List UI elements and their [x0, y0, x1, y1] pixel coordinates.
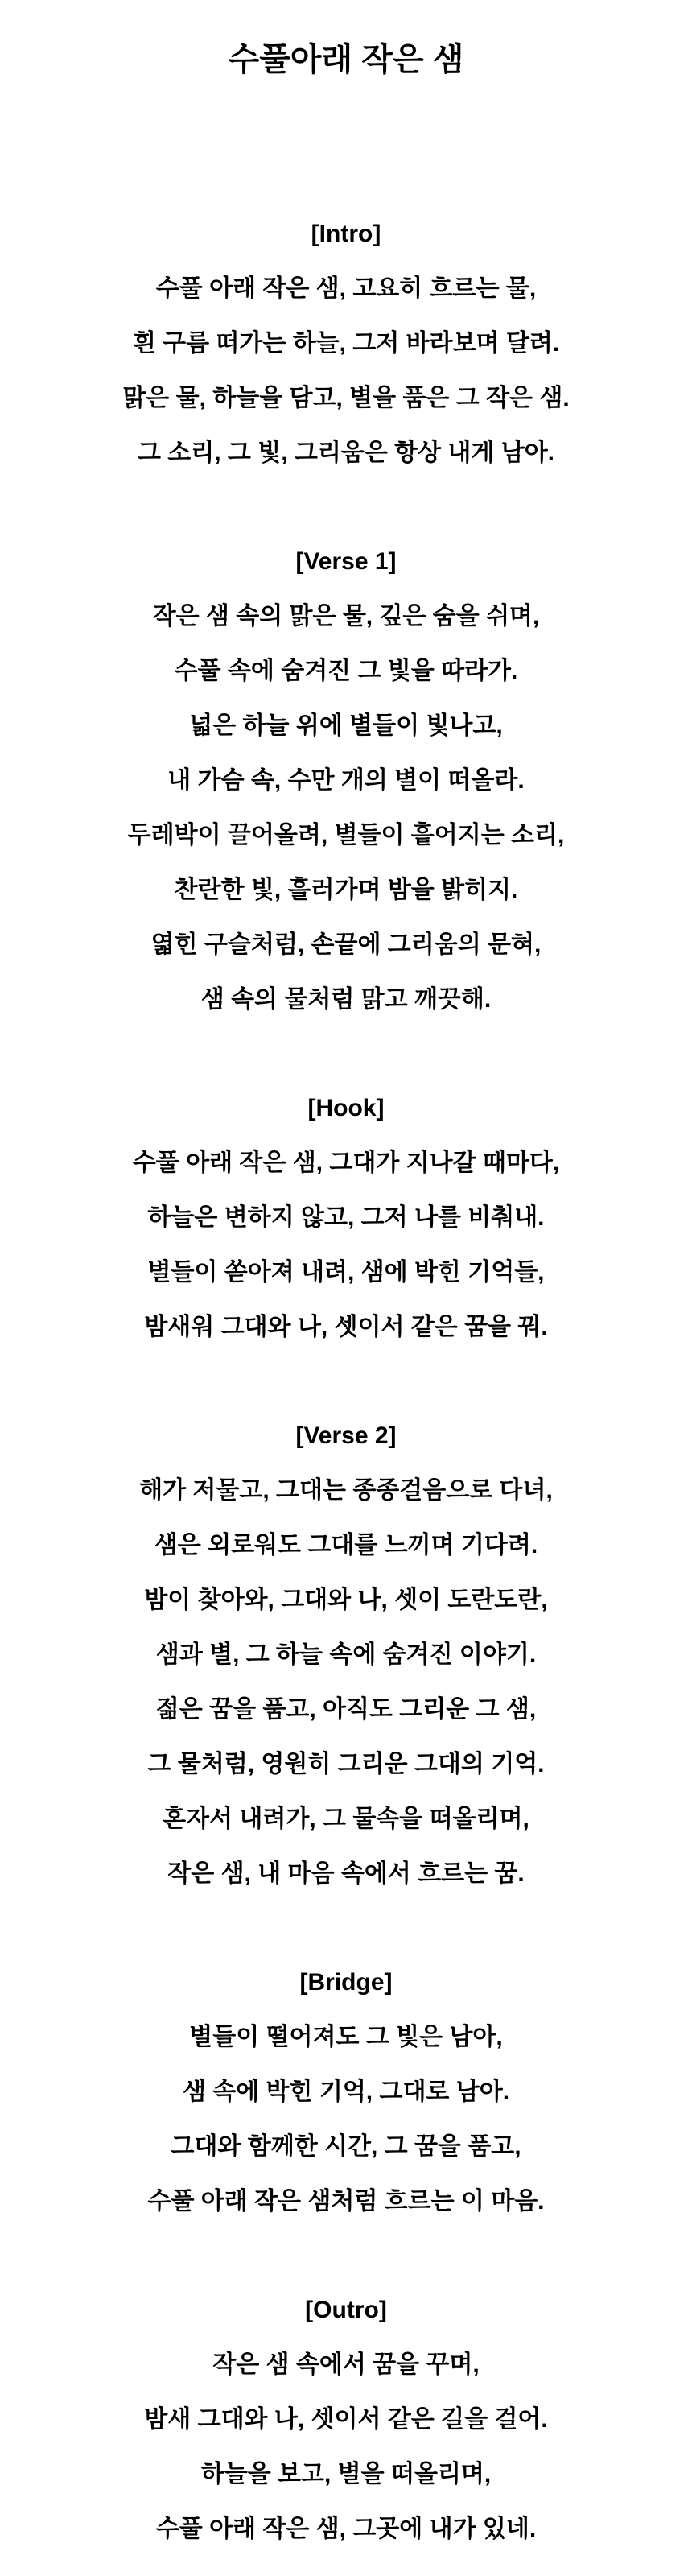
section-outro — [0, 2283, 692, 2557]
lyric-line: 밤새워 그대와 나, 셋이서 같은 꿈을 꿔. — [144, 1314, 548, 1340]
lyric-line: 그 물처럼, 영원히 그리운 그대의 기억. — [147, 1751, 545, 1777]
lyric-line: 그 소리, 그 빛, 그리움은 항상 내게 남아. — [137, 440, 555, 466]
section-label-intro: [Intro] — [311, 221, 381, 247]
lyric-line: 샘 속에 박힌 기억, 그대로 남아. — [182, 2079, 510, 2105]
lyric-line: 밤이 찾아와, 그대와 나, 셋이 도란도란, — [144, 1587, 548, 1613]
section-label-verse-1: [Verse 1] — [295, 548, 397, 575]
lyric-line: 찬란한 빛, 흘러가며 밤을 밝히지. — [174, 877, 518, 903]
song-title: 수풀아래 작은 샘 — [228, 42, 464, 77]
section-hook — [0, 1081, 692, 1355]
lyric-line: 별들이 쏟아져 내려, 샘에 박힌 기억들, — [147, 1259, 545, 1286]
lyric-line: 맑은 물, 하늘을 담고, 별을 품은 그 작은 샘. — [122, 385, 570, 411]
lyric-line: 하늘을 보고, 별을 떠올리며, — [200, 2461, 492, 2487]
lyric-line: 수풀 아래 작은 샘, 고요히 흐르는 물, — [155, 275, 537, 302]
lyric-line: 작은 샘, 내 마음 속에서 흐르는 꿈. — [167, 1860, 525, 1887]
lyric-line: 내 가슴 속, 수만 개의 별이 떠올라. — [167, 767, 525, 794]
lyric-line: 수풀 속에 숨겨진 그 빛을 따라가. — [174, 658, 518, 684]
lyric-line: 샘 속의 물처럼 맑고 깨끗해. — [200, 986, 492, 1013]
lyric-line: 작은 샘 속에서 꿈을 꾸며, — [212, 2351, 480, 2378]
lyric-line: 젊은 꿈을 품고, 아직도 그리운 그 샘, — [155, 1696, 537, 1723]
lyric-line: 넓은 하늘 위에 별들이 빛나고, — [189, 712, 503, 739]
lyric-line: 흰 구름 떠가는 하늘, 그저 바라보며 달려. — [132, 330, 560, 357]
section-label-verse-2: [Verse 2] — [295, 1422, 397, 1449]
section-bridge — [0, 1955, 692, 2229]
lyric-line: 엷힌 구슬처럼, 손끝에 그리움의 문혀, — [150, 931, 542, 958]
section-label-outro: [Outro] — [305, 2297, 387, 2323]
lyric-line: 별들이 떨어져도 그 빛은 남아, — [189, 2024, 503, 2050]
lyric-line: 샘과 별, 그 하늘 속에 숨겨진 이야기. — [155, 1641, 537, 1668]
lyric-line: 해가 저물고, 그대는 종종걸음으로 다녀, — [139, 1477, 553, 1504]
lyric-line: 혼자서 내려가, 그 물속을 떠올리며, — [163, 1806, 529, 1832]
lyric-line: 두레박이 끌어올려, 별들이 흩어지는 소리, — [127, 822, 565, 848]
lyric-line: 그대와 함께한 시간, 그 꿈을 품고, — [171, 2133, 521, 2160]
lyric-line: 수풀 아래 작은 샘, 그대가 지나갈 때마다, — [132, 1150, 560, 1176]
section-intro — [0, 207, 692, 481]
section-label-hook: [Hook] — [307, 1095, 385, 1121]
lyric-line: 작은 샘 속의 맑은 물, 깊은 숨을 쉬며, — [152, 603, 540, 630]
section-verse-2 — [0, 1409, 692, 1901]
lyric-line: 수풀 아래 작은 샘, 그곳에 내가 있네. — [155, 2516, 537, 2542]
lyric-line: 밤새 그대와 나, 셋이서 같은 길을 걸어. — [144, 2406, 548, 2433]
lyric-line: 샘은 외로워도 그대를 느끼며 기다려. — [154, 1532, 538, 1558]
lyric-line: 수풀 아래 작은 샘처럼 흐르는 이 마음. — [147, 2188, 545, 2215]
lyric-line: 하늘은 변하지 않고, 그저 나를 비춰내. — [147, 1204, 545, 1231]
section-verse-1 — [0, 535, 692, 1027]
section-label-bridge: [Bridge] — [299, 1969, 393, 1996]
